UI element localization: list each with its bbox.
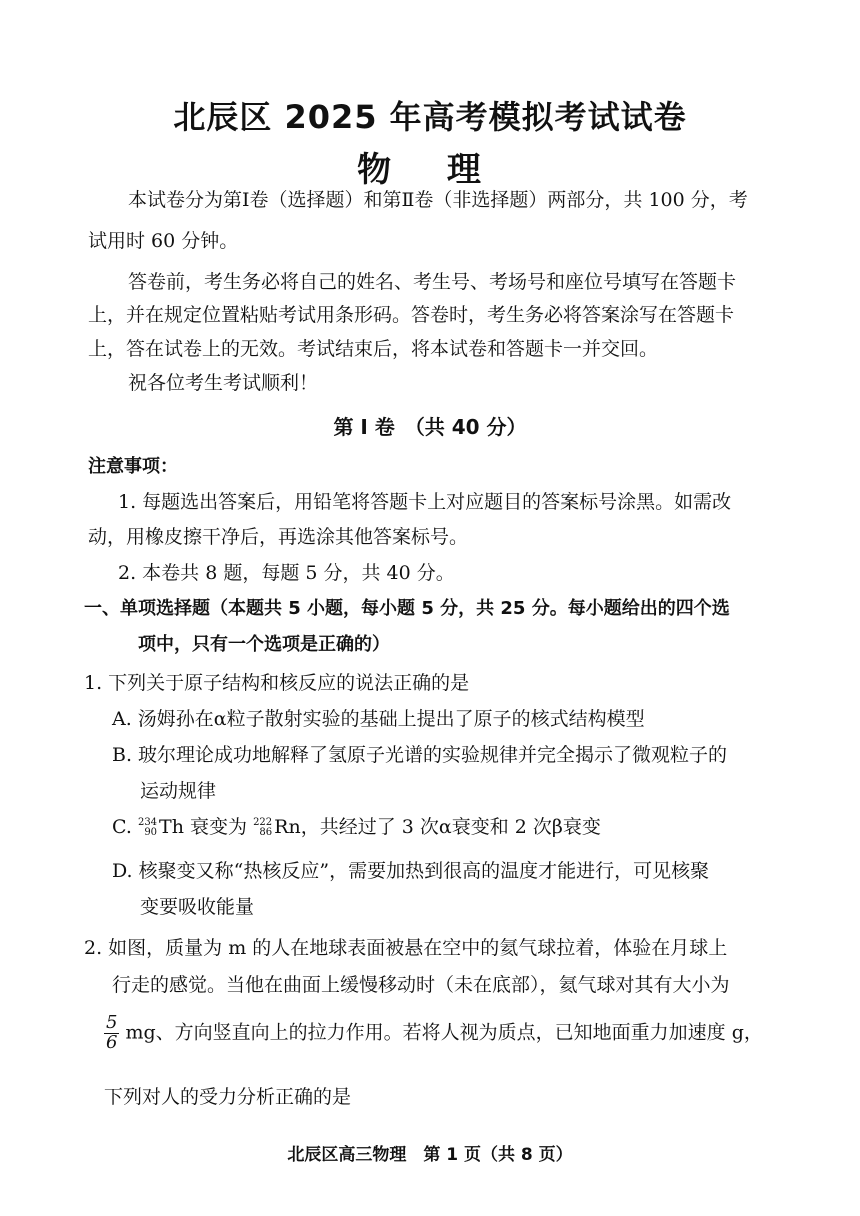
question-1-option-d-line-1: D. 核聚变又称“热核反应”，需要加热到很高的温度才能进行，可见核聚 xyxy=(112,860,710,882)
fraction-numerator: 5 xyxy=(106,1012,118,1033)
five-sixths-fraction xyxy=(104,1014,119,1053)
option-c-label: C. xyxy=(112,816,132,838)
question-1-option-b-line-1: B. 玻尔理论成功地解释了氢原子光谱的实验规律并完全揭示了微观粒子的 xyxy=(112,744,728,766)
question-1-stem: 1. 下列关于原子结构和核反应的说法正确的是 xyxy=(84,672,470,694)
radon-symbol: Rn xyxy=(274,816,301,838)
note-1-line-1: 1. 每题选出答案后，用铅笔将答题卡上对应题目的答案标号涂黑。如需改 xyxy=(118,491,732,513)
radon-mass-number: 222 xyxy=(253,817,273,828)
thorium-atomic-number: 90 xyxy=(144,827,158,838)
note-2: 2. 本卷共 8 题，每题 5 分，共 40 分。 xyxy=(118,562,455,584)
thorium-symbol: Th xyxy=(159,816,184,838)
part-1-heading-line-1: 一、单项选择题（本题共 5 小题，每小题 5 分，共 25 分。每小题给出的四个选 xyxy=(84,598,730,619)
question-2-line-1: 2. 如图，质量为 m 的人在地球表面被悬在空中的氦气球拉着，体验在月球上 xyxy=(84,937,728,959)
thorium-nuclide xyxy=(138,816,184,839)
fraction-denominator: 6 xyxy=(106,1031,118,1053)
question-2-line-4: 下列对人的受力分析正确的是 xyxy=(104,1086,352,1108)
subject-title: 物 理 xyxy=(357,150,503,190)
page-footer: 北辰区高三物理 第 1 页（共 8 页） xyxy=(287,1145,573,1165)
option-c-middle: 衰变为 xyxy=(183,816,254,838)
question-2-line-3 xyxy=(104,1014,763,1053)
question-2-line-2: 行走的感觉。当他在曲面上缓慢移动时（未在底部），氦气球对其有大小为 xyxy=(112,974,730,996)
intro-line-4: 上，并在规定位置粘贴考试用条形码。答卷时，考生务必将答案涂写在答题卡 xyxy=(88,304,735,326)
intro-line-2: 试用时 60 分钟。 xyxy=(88,230,239,252)
intro-line-6: 祝各位考生考试顺利！ xyxy=(128,372,319,394)
radon-nuclide xyxy=(253,816,301,839)
radon-atomic-number: 86 xyxy=(259,827,273,838)
section-1-heading: 第 Ⅰ 卷 （共 40 分） xyxy=(333,415,527,439)
notes-title: 注意事项： xyxy=(88,456,178,477)
question-1-option-c xyxy=(112,816,601,839)
intro-line-1: 本试卷分为第Ⅰ卷（选择题）和第Ⅱ卷（非选择题）两部分，共 100 分，考 xyxy=(128,189,748,211)
question-1-option-b-line-2: 运动规律 xyxy=(140,780,217,802)
intro-line-3: 答卷前，考生务必将自己的姓名、考生号、考场号和座位号填写在答题卡 xyxy=(128,271,737,293)
option-c-suffix: ，共经过了 3 次α衰变和 2 次β衰变 xyxy=(300,816,601,838)
exam-title: 北辰区 2025 年高考模拟考试试卷 xyxy=(173,98,687,136)
note-1-line-2: 动，用橡皮擦干净后，再选涂其他答案标号。 xyxy=(88,526,469,548)
question-1-option-d-line-2: 变要吸收能量 xyxy=(140,896,255,918)
question-1-option-a: A. 汤姆孙在α粒子散射实验的基础上提出了原子的核式结构模型 xyxy=(112,708,645,730)
thorium-mass-number: 234 xyxy=(137,817,158,828)
part-1-heading-line-2: 项中，只有一个选项是正确的） xyxy=(138,634,390,655)
question-2-line-3-text: mg、方向竖直向上的拉力作用。若将人视为质点，已知地面重力加速度 g， xyxy=(125,1021,763,1044)
intro-line-5: 上，答在试卷上的无效。考试结束后，将本试卷和答题卡一并交回。 xyxy=(88,338,659,360)
